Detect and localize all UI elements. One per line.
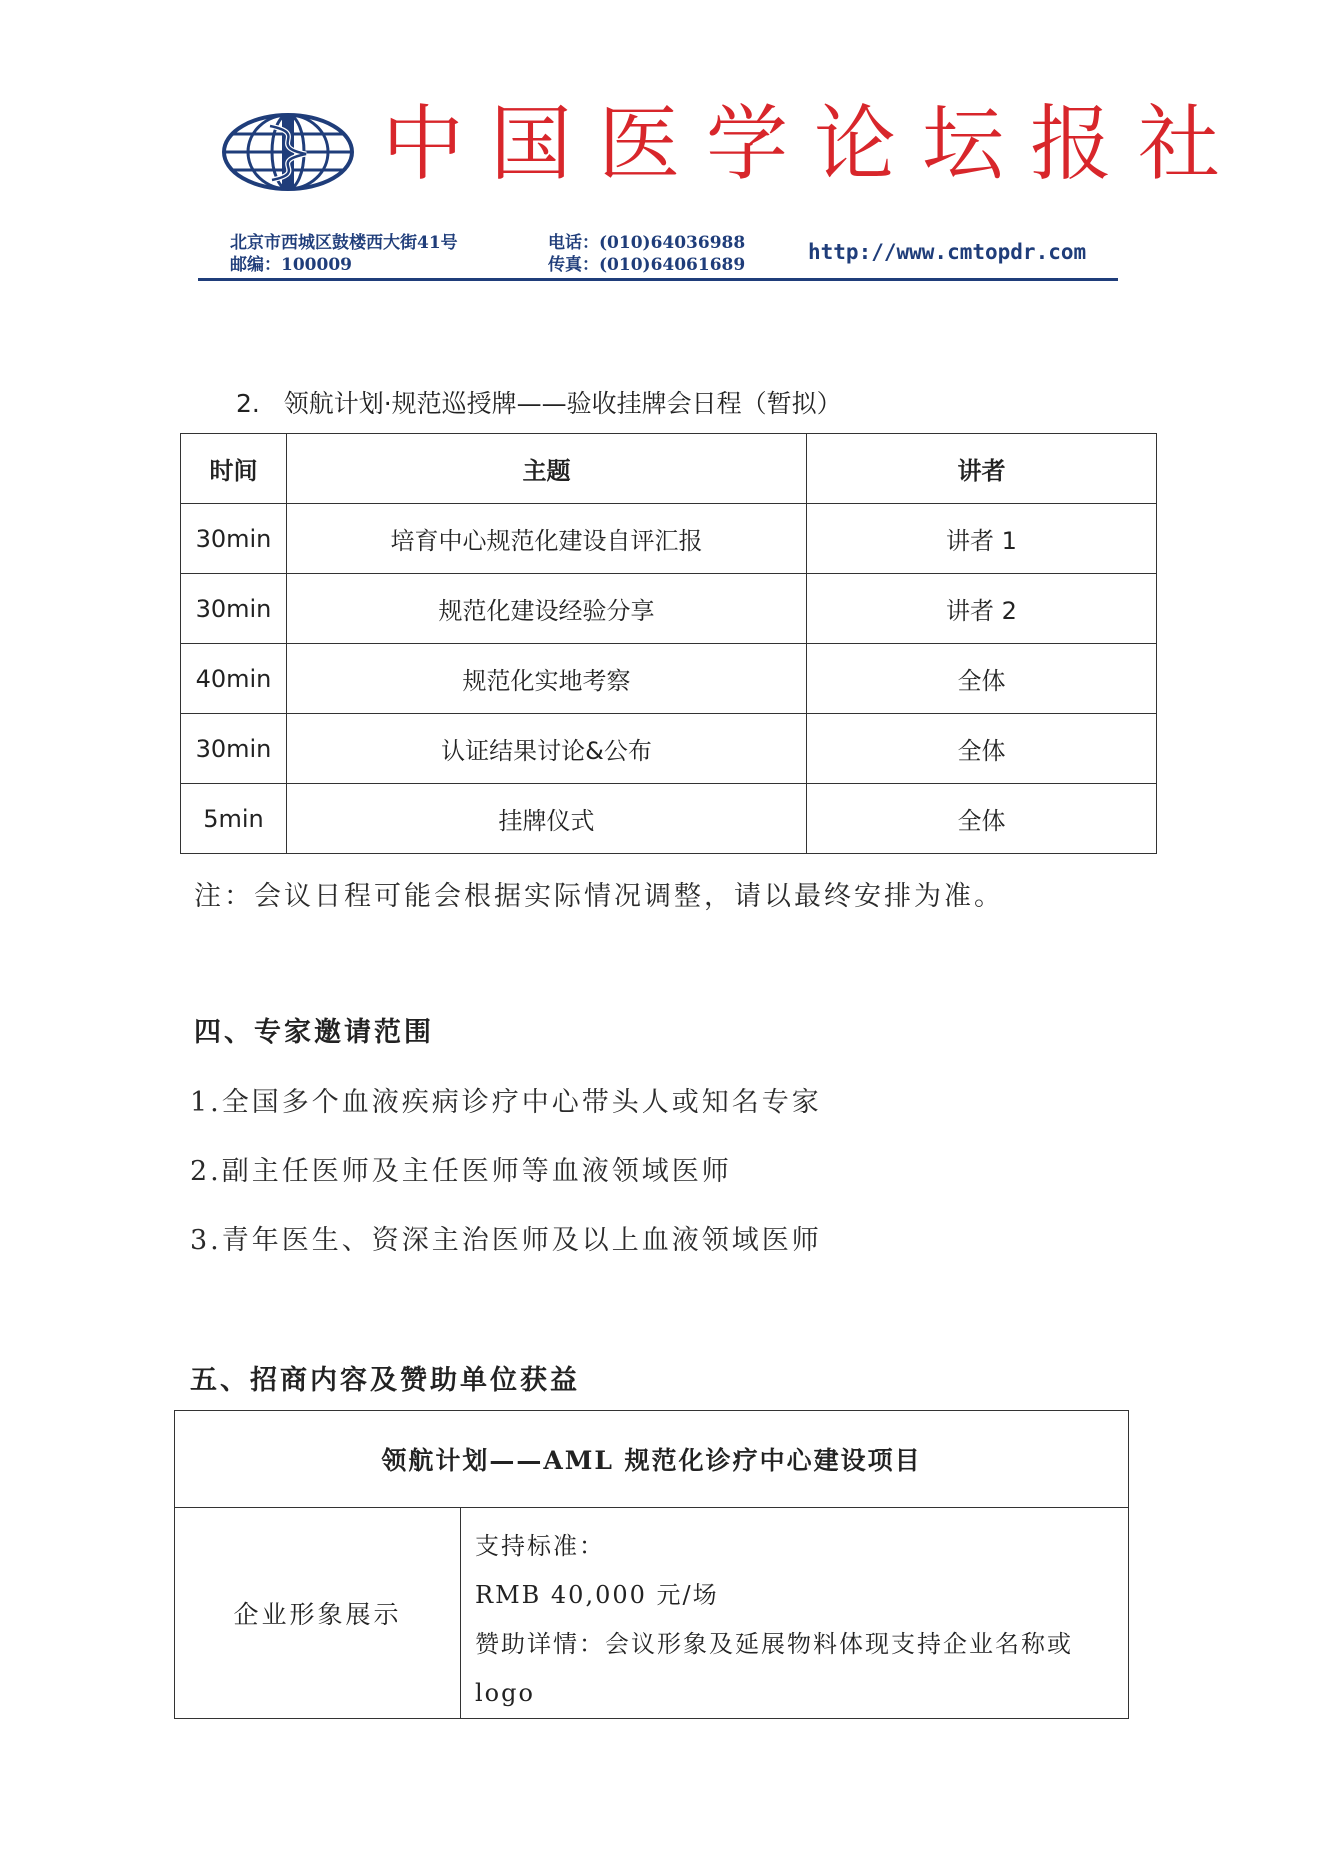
table-row [181,504,1157,574]
list-item: 1.全国多个血液疾病诊疗中心带头人或知名专家 [190,1087,822,1118]
contact-block [548,232,745,276]
address: 北京市西城区鼓楼西大街41号 [230,233,458,253]
table-row [181,574,1157,644]
table-title-row [175,1411,1129,1508]
cell-time: 5min [181,784,287,854]
cell-topic: 挂牌仪式 [287,784,807,854]
detail-line: 支持标准： [475,1532,605,1560]
cell-topic: 认证结果讨论&公布 [287,714,807,784]
cell-time: 40min [181,644,287,714]
cell-topic: 培育中心规范化建设自评汇报 [287,504,807,574]
schedule-table [180,433,1157,854]
cell-speaker: 讲者 1 [807,504,1157,574]
cell-time: 30min [181,714,287,784]
cell-time: 30min [181,574,287,644]
table-row [181,714,1157,784]
cell-speaker: 讲者 2 [807,574,1157,644]
table-header-row [181,434,1157,504]
sponsorship-table-title: 领航计划——AML 规范化诊疗中心建设项目 [175,1411,1129,1508]
website-url: http://www.cmtopdr.com [808,240,1087,264]
detail-line: 赞助详情：会议形象及延展物料体现支持企业名称或 [475,1630,1073,1658]
fax: 传真：(010)64061689 [548,255,746,275]
table-row [181,644,1157,714]
table-row [181,784,1157,854]
schedule-note: 注：会议日程可能会根据实际情况调整，请以最终安排为准。 [194,881,1004,912]
cell-speaker: 全体 [807,644,1157,714]
row-detail [461,1508,1129,1719]
header-speaker: 讲者 [807,434,1157,504]
sponsorship-table [174,1410,1129,1719]
globe-caduceus-logo [220,112,356,192]
cell-topic: 规范化实地考察 [287,644,807,714]
detail-line: logo [475,1679,535,1707]
phone: 电话：(010)64036988 [548,233,746,253]
header-time: 时间 [181,434,287,504]
cell-speaker: 全体 [807,784,1157,854]
header-topic: 主题 [287,434,807,504]
experts-heading: 四、专家邀请范围 [194,1017,434,1048]
cell-topic: 规范化建设经验分享 [287,574,807,644]
sponsorship-heading: 五、招商内容及赞助单位获益 [190,1365,580,1396]
list-item: 2.副主任医师及主任医师等血液领域医师 [190,1156,732,1187]
org-name: 中国医学论坛报社 [382,97,1247,192]
postcode: 邮编：100009 [230,255,352,275]
cell-speaker: 全体 [807,714,1157,784]
list-item: 3.青年医生、资深主治医师及以上血液领域医师 [190,1225,822,1256]
row-label: 企业形象展示 [175,1508,461,1719]
address-block [230,232,458,276]
schedule-title: 2. 领航计划·规范巡授牌——验收挂牌会日程（暂拟） [236,389,842,418]
table-row [175,1508,1129,1719]
letterhead-divider [198,278,1118,281]
detail-line: RMB 40,000 元/场 [475,1581,719,1609]
cell-time: 30min [181,504,287,574]
